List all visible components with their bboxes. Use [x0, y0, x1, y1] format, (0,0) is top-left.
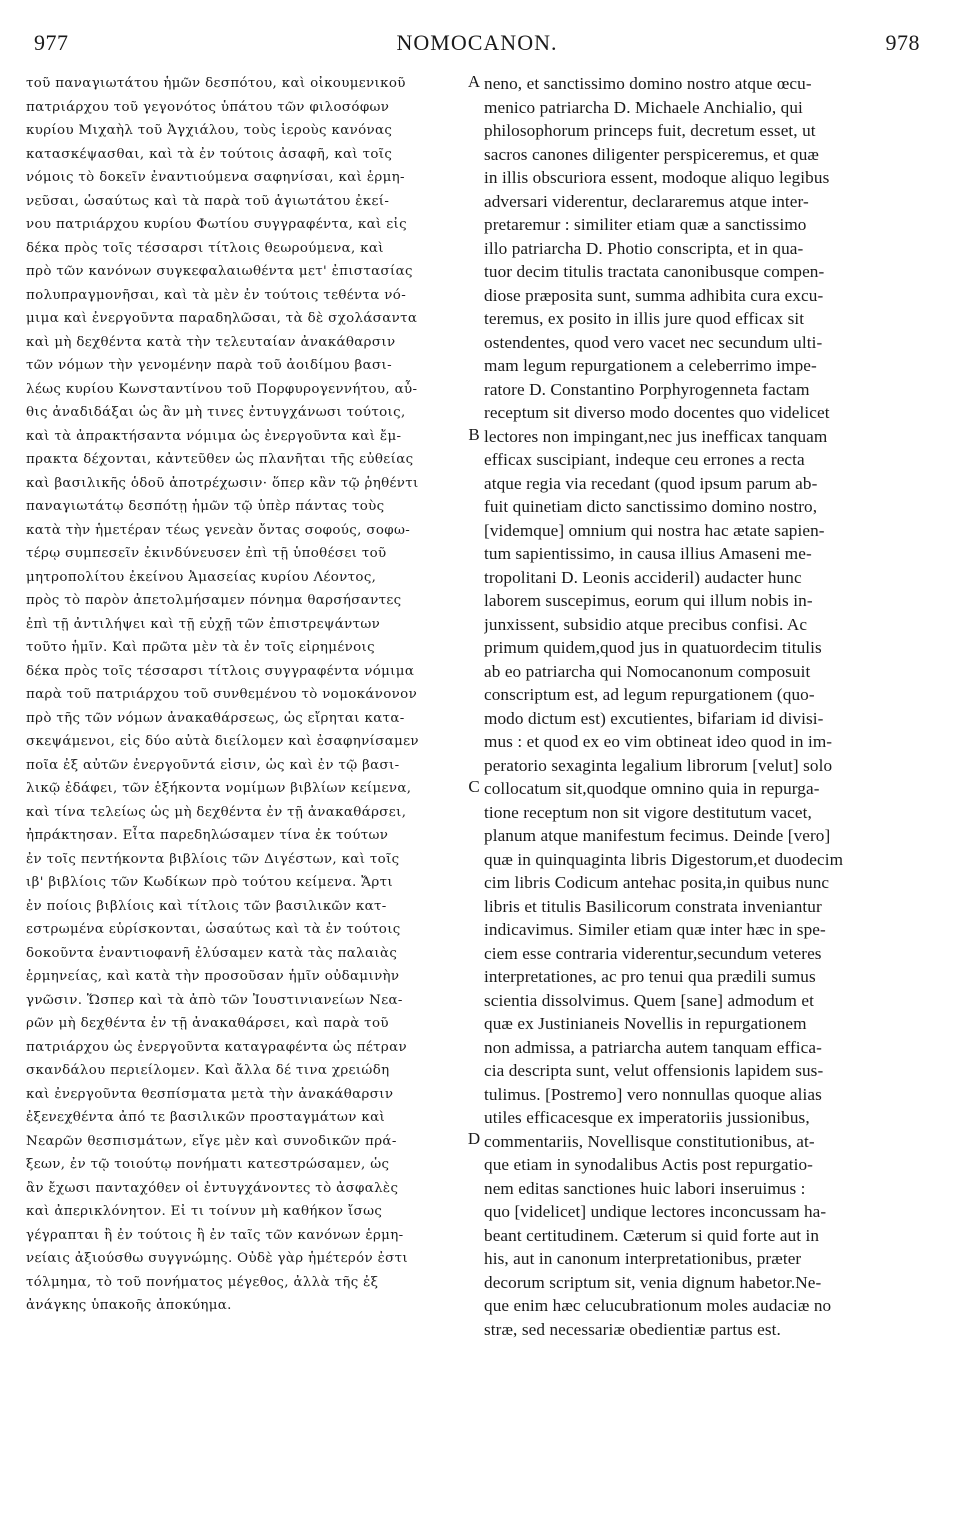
latin-text-line: tuor decim titulis tractata canonibusque compen-: [484, 262, 825, 281]
greek-text-line: τῶν νόμων τὴν γενομένην παρὰ τοῦ ἀοιδίμου βασι-: [26, 358, 392, 373]
latin-text-line: ostendentes, quod vero vacet nec secundum ulti-: [484, 332, 823, 352]
greek-text-line: κατασκέψασθαι, καὶ τὰ ἐν τούτοις ἀσαφῆ, καὶ τοῖς: [26, 146, 393, 162]
latin-text-line: philosophorum princeps fuit, decretum esset, ut: [484, 121, 816, 140]
greek-text-line: γέγραπται ἢ ἐν τούτοις ἢ ἐν ταῖς τῶν κανόνων ἑρμη-: [26, 1227, 404, 1243]
latin-text-line: non admissa, a patriarcha autem tanquam effica-: [484, 1037, 822, 1057]
running-title: NOMOCANON.: [396, 30, 558, 55]
greek-text-line: θις ἀναδιδάξαι ὡς ἂν μὴ τινες ἐντυγχάνωσι τούτοις,: [26, 405, 406, 420]
latin-text-line: neno, et sanctissimo domino nostro atque œcu-: [484, 74, 812, 93]
latin-text-line: primum quidem,quod jus in quatuordecim titulis: [484, 638, 822, 657]
greek-text-line: λέως κυρίου Κωνσταντίνου τοῦ Πορφυρογεννήτου, αὖ-: [26, 381, 418, 397]
latin-text-column: [484, 72, 921, 1341]
latin-text-line: tum sapientissimo, in causa illius Amaseni me-: [484, 544, 812, 563]
greek-text-line: κατὰ τὴν ἡμετέραν τέως γενεὰν ὄντας σοφούς, σοφω-: [26, 522, 411, 538]
greek-text-column: [26, 72, 471, 1318]
latin-text-line: tropolitani D. Leonis accideril) audacter hunc: [484, 567, 802, 587]
greek-text-line: καὶ ἀπερικλόνητον. Εἰ τι τοίνυν μὴ καθήκον ἴσως: [26, 1204, 383, 1219]
greek-text-line: ξεων, ἐν τῷ τοιούτῳ πονήματι κατεστρώσαμεν, ὡς: [26, 1157, 390, 1172]
greek-text-line: ιβ' βιβλίοις τῶν Κωδίκων πρὸ τούτου κείμενα. Ἄρτι: [26, 875, 393, 890]
latin-text-line: his, aut in canonum interpretationibus, præter: [484, 1249, 802, 1268]
latin-text-line: cia descripta sunt, velut offensionis lapidem sus-: [484, 1061, 824, 1080]
greek-text-line: δέκα πρὸς τοῖς τέσσαρσι τίτλοις συγγραφέντα νόμιμα: [26, 663, 415, 679]
greek-text-line: πατριάρχου ὡς ἐνεργοῦντα καταγραφέντα ὡς πέτραν: [26, 1039, 407, 1055]
latin-text-line: tione receptum non sit vigore destitutum vacet,: [484, 802, 812, 822]
latin-text-line: interpretationes, ac pro tenui qua prædili sumus: [484, 967, 816, 986]
section-marker-b: B: [468, 424, 480, 444]
latin-text-line: que enim hæc celucubrationum moles audaciæ no: [484, 1296, 832, 1315]
latin-text-line: teremus, ex posito in illis jure quod efficax sit: [484, 309, 805, 328]
latin-text-line: ab eo patriarcha qui Nomocanonum composuit: [484, 661, 811, 681]
latin-text-line: pretaremur : similiter etiam quæ a sanctissimo: [484, 215, 807, 234]
greek-text-line: δοκοῦντα ἐναντιοφανῆ ἐλύσαμεν κατὰ τὰς παλαιὰς: [26, 945, 398, 961]
latin-text-line: indicavimus. Similer etiam quæ inter hæc in spe-: [484, 920, 826, 939]
latin-text-line: cim libris Codicum antehac posita,in quibus nunc: [484, 873, 830, 892]
greek-text-line: καὶ τὰ ἀπρακτήσαντα νόμιμα ὡς ἐνεργοῦντα καὶ ἔμ-: [26, 428, 402, 444]
greek-text-line: γνῶσιν. Ὥσπερ καὶ τὰ ἀπὸ τῶν Ἰουστινιανείων Νεα-: [26, 992, 403, 1008]
latin-text-line: sacros canones diligenter perspiceremus, et quæ: [484, 144, 819, 164]
section-marker-c: C: [468, 776, 480, 796]
latin-text-line: quæ ex Justinianeis Novellis in repurgationem: [484, 1014, 807, 1033]
latin-text-line: mus : et quod ex eo vim obtineat ideo quod in im-: [484, 732, 833, 751]
greek-text-line: εστρωμένα εὑρίσκονται, ὡσαύτως καὶ τὰ ἐν τούτοις: [26, 922, 401, 937]
greek-text-line: μητροπολίτου ἐκείνου Ἀμασείας κυρίου Λέοντος,: [26, 569, 377, 585]
latin-text-line: quæ in quinquaginta libris Digestorum,et duodecim: [484, 849, 844, 869]
greek-text-line: τέρῳ συμπεσεῖν ἐκινδύνευσεν ἐπὶ τῇ ὑποθέσει τοῦ: [26, 546, 387, 561]
greek-text-line: τόλμημα, τὸ τοῦ πονήματος μέγεθος, ἀλλὰ τῆς ἐξ: [26, 1274, 379, 1290]
greek-text-line: δέκα πρὸς τοῖς τέσσαρσι τίτλοις θεωρούμενα, καὶ: [26, 240, 384, 256]
latin-text-line: peratorio sexaginta legalium librorum [velut] solo: [484, 755, 833, 775]
latin-text-line: laborem suscepimus, eorum qui illum nobis in-: [484, 591, 813, 610]
greek-text-line: μιμα καὶ ἐνεργοῦντα παραδηλῶσαι, τὰ δὲ σχολάσαντα: [26, 311, 418, 326]
greek-text-line: τοῦτο ἡμῖν. Καὶ πρῶτα μὲν τὰ ἐν τοῖς εἰρημένοις: [26, 640, 375, 655]
latin-text-line: nem editas sanctiones huic labori inseruimus :: [484, 1178, 806, 1198]
left-page-number: 977: [34, 30, 69, 55]
latin-text-line: beant certitudinem. Cæterum si quid forte aut in: [484, 1225, 820, 1245]
greek-text-line: ἐν τοῖς πεντήκοντα βιβλίοις τῶν Διγέστων, καὶ τοῖς: [26, 851, 400, 867]
greek-text-line: ἀνάγκης ὑπακοῆς ἀποκύημα.: [26, 1298, 232, 1313]
greek-text-line: ρῶν μὴ δεχθέντα ἐν τῇ ἀνακαθάρσει, καὶ παρὰ τοῦ: [26, 1016, 389, 1031]
greek-text-line: πρακτα δέχονται, κἀντεῦθεν ὡς πλανῆται τῆς εὐθείας: [26, 452, 414, 467]
latin-text-line: utiles efficacesque ex imperatoriis jussionibus,: [484, 1108, 810, 1127]
section-marker-a: A: [467, 72, 481, 91]
greek-text-line: πολυπραγμονῆσαι, καὶ τὰ μὲν ἐν τούτοις τεθέντα νό-: [26, 287, 407, 303]
latin-text-line: efficax suscipiant, indeque ceu errones a recta: [484, 450, 805, 469]
greek-text-line: καὶ ἐνεργοῦντα θεσπίσματα μετὰ τὴν ἀνακάθαρσιν: [26, 1086, 394, 1102]
latin-text-line: fuit quinetiam dicto sanctissimo domino nostro,: [484, 497, 818, 516]
greek-text-line: ἂν ἔχωσι πανταχόθεν οἱ ἐντυγχάνοντες τὸ ἀσφαλὲς: [26, 1180, 399, 1196]
latin-text-line: [videmque] omnium qui nostra hac ætate sapien-: [484, 520, 825, 540]
latin-text-line: ciem esse contraria viderentur,secundum veteres: [484, 943, 822, 963]
right-page-number: 978: [885, 30, 920, 55]
greek-text-line: σκανδάλου περιείλομεν. Καὶ ἄλλα δέ τινα χρειώδη: [26, 1063, 390, 1078]
greek-text-line: καὶ τίνα τελείως ὡς μὴ δεχθέντα ἐν τῇ ἀνακαθάρσει,: [26, 804, 407, 820]
greek-text-line: νεῦσαι, ὡσαύτως καὶ τὰ παρὰ τοῦ ἁγιωτάτου ἐκεί-: [26, 193, 390, 209]
latin-text-line: lectores non impingant,nec jus inefficax tanquam: [484, 426, 828, 446]
section-marker-d: D: [467, 1129, 481, 1148]
latin-text-line: modo dictum est) excutientes, bifariam id divisi-: [484, 708, 824, 728]
greek-text-line: νόμοις τὸ δοκεῖν ἐναντιούμενα σαφηνίσαι, καὶ ἑρμη-: [26, 170, 405, 185]
latin-text-line: decorum scriptum sit, venia dignum habetor.Ne-: [484, 1272, 822, 1292]
latin-text-line: junxissent, subsidio atque precibus confisi. Ac: [484, 614, 808, 634]
latin-text-line: planum atque manifestum fecimus. Deinde [vero]: [484, 826, 831, 845]
greek-text-line: πρὸς τὸ παρὸν ἀπετολμήσαμεν πόνημα θαρσήσαντες: [26, 593, 402, 608]
greek-text-line: λικῷ ἐδάφει, τῶν ἑξήκοντα νομίμων βιβλίων κείμενα,: [26, 781, 412, 796]
greek-text-line: νείαις ἀξιούσθω συγγνώμης. Οὐδὲ γὰρ ἡμέτερόν ἐστι: [26, 1251, 408, 1266]
latin-text-line: collocatum sit,quodque omnino quia in repurga-: [484, 779, 820, 798]
latin-text-line: stræ, sed necessariæ obedientiæ partus est.: [484, 1319, 781, 1339]
latin-text-line: commentariis, Novellisque constitutionibus, at-: [484, 1131, 815, 1151]
latin-text-line: menico patriarcha D. Michaele Anchialio, qui: [484, 97, 803, 117]
latin-text-line: atque regia via recedant (quod ipsum parum ab-: [484, 473, 818, 493]
greek-text-line: καὶ μὴ δεχθέντα κατὰ τὴν τελευταίαν ἀνακάθαρσιν: [26, 334, 396, 350]
latin-text-line: quo [videlicet] undique lectores inconcussam ha-: [484, 1202, 827, 1221]
greek-text-line: Νεαρῶν θεσπισμάτων, εἴγε μὲν καὶ συνοδικῶν πρά-: [26, 1133, 397, 1149]
latin-text-line: ratore D. Constantino Porphyrogenneta factam: [484, 379, 810, 399]
latin-text-line: in illis obscuriora essent, modoque aliquo legibus: [484, 168, 830, 187]
greek-text-line: πρὸ τῆς τῶν νόμων ἀνακαθάρσεως, ὡς εἴρηται κατα-: [26, 710, 405, 726]
latin-text-line: diose præposita sunt, summa adhibita cura excu-: [484, 285, 824, 305]
greek-text-line: σκεψάμενοι, εἰς δύο αὐτὰ διείλομεν καὶ ἐσαφηνίσαμεν: [26, 734, 419, 749]
latin-text-line: conscriptum est, ad legum repurgationem (quo-: [484, 685, 815, 704]
running-header: [34, 30, 920, 60]
greek-text-line: ἑρμηνείας, καὶ κατὰ τὴν προσοῦσαν ἡμῖν οὐδαμινὴν: [26, 969, 400, 984]
greek-text-line: καὶ βασιλικῆς ὁδοῦ ἀποτρέχωσιν· ὅπερ κἂν τῷ ῥηθέντι: [26, 475, 419, 491]
greek-text-line: πατριάρχου τοῦ γεγονότος ὑπάτου τῶν φιλοσόφων: [26, 99, 390, 115]
greek-text-line: ἐπὶ τῇ ἀντιλήψει καὶ τῇ εὐχῇ τῶν ἐπιστρεψάντων: [26, 616, 381, 632]
latin-text-line: tulimus. [Postremo] vero nonnullas quoque alias: [484, 1084, 822, 1104]
greek-text-line: ποῖα ἐξ αὐτῶν ἐνεργοῦντά εἰσιν, ὡς καὶ ἐν τῷ βασι-: [26, 757, 400, 773]
greek-text-line: πρὸ τῶν κανόνων συγκεφαλαιωθέντα μετ' ἐπιστασίας: [26, 264, 413, 279]
greek-text-line: ἐν ποίοις βιβλίοις καὶ τίτλοις τῶν βασιλικῶν κατ-: [26, 898, 387, 914]
greek-text-line: παρὰ τοῦ πατριάρχου τοῦ συνθεμένου τὸ νομοκάνονον: [26, 687, 418, 702]
latin-text-line: adversari viderentur, declararemus atque inter-: [484, 191, 809, 211]
latin-text-line: scientia dissolvimus. Quem [sane] admodum et: [484, 990, 814, 1010]
greek-text-line: νου πατριάρχου κυρίου Φωτίου συγγραφέντα, καὶ εἰς: [26, 217, 407, 232]
latin-text-line: mam legum repurgationem a celeberrimo impe-: [484, 356, 817, 375]
latin-text-line: libris et titulis Basilicorum constrata inveniantur: [484, 896, 822, 916]
latin-text-line: receptum sit diverso modo docentes quo videlicet: [484, 403, 830, 422]
greek-text-line: ἠπράκτησαν. Εἶτα παρεδηλώσαμεν τίνα ἐκ τούτων: [26, 828, 389, 843]
greek-text-line: ἐξενεχθέντα ἀπό τε βασιλικῶν προσταγμάτων καὶ: [26, 1110, 386, 1125]
latin-text-line: que etiam in synodalibus Actis post repurgatio-: [484, 1155, 813, 1174]
latin-text-line: illo patriarcha D. Photio conscripta, et in qua-: [484, 238, 804, 258]
greek-text-line: κυρίου Μιχαὴλ τοῦ Ἀγχιάλου, τοὺς ἱεροὺς κανόνας: [26, 123, 393, 138]
greek-text-line: τοῦ παναγιωτάτου ἡμῶν δεσπότου, καὶ οἰκουμενικοῦ: [26, 76, 406, 91]
greek-text-line: παναγιωτάτῳ δεσπότῃ ἡμῶν τῷ ὑπὲρ πάντας τοὺς: [26, 499, 385, 514]
